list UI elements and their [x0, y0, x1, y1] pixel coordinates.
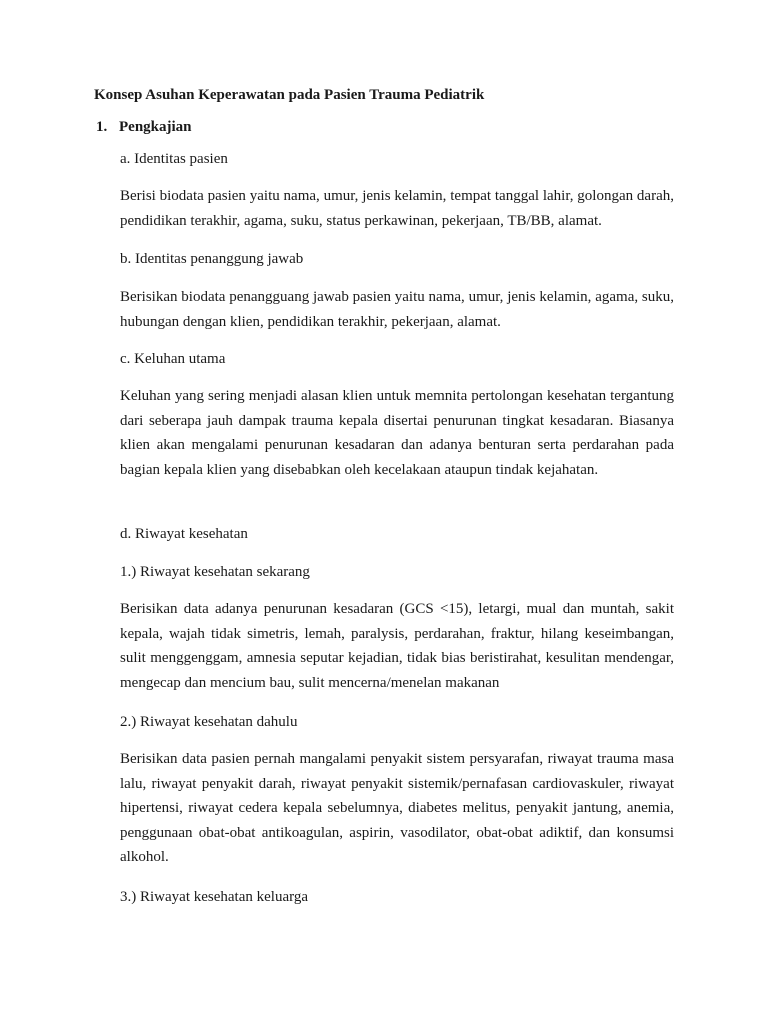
subheading-identitas-pasien: a. Identitas pasien	[120, 151, 228, 167]
document-title: Konsep Asuhan Keperawatan pada Pasien Trauma Pediatrik	[94, 87, 485, 103]
section-heading-pengkajian	[96, 119, 192, 136]
paragraph-keluhan-utama: Keluhan yang sering menjadi alasan klien untuk memnita pertolongan kesehatan tergantung dari seberapa jauh dampak trauma kepala disertai penurunan tingkat kesadaran. Biasanya klien akan mengalami penurunan kesadaran dan adanya benturan serta perdarahan pada bagian kepala klien yang disebabkan oleh kecelakaan ataupun tindak kejahatan.	[120, 388, 674, 478]
subheading-identitas-penanggung-jawab: b. Identitas penanggung jawab	[120, 251, 304, 267]
paragraph-riwayat-kesehatan-dahulu: Berisikan data pasien pernah mangalami penyakit sistem persyarafan, riwayat trauma masa lalu, riwayat penyakit darah, riwayat penyakit sistemik/pernafasan cardiovaskuler, riwayat hipertensi, riwayat cedera kepala sebelumnya, diabetes melitus, penyakit jantung, anemia, penggunaan obat-obat antikoagulan, aspirin, vasodilator, obat-obat adiktif, dan konsumsi alkohol.	[120, 751, 674, 865]
paragraph-identitas-penanggung-jawab: Berisikan biodata penangguang jawab pasien yaitu nama, umur, jenis kelamin, agama, suku, hubungan dengan klien, pendidikan terakhir, pekerjaan, alamat.	[120, 289, 674, 330]
paragraph-identitas-pasien: Berisi biodata pasien yaitu nama, umur, jenis kelamin, tempat tanggal lahir, golongan darah, pendidikan terakhir, agama, suku, status perkawinan, pekerjaan, TB/BB, alamat.	[120, 188, 674, 229]
paragraph-riwayat-kesehatan-sekarang: Berisikan data adanya penurunan kesadaran (GCS <15), letargi, mual dan muntah, sakit kepala, wajah tidak simetris, lemah, paralysis, perdarahan, fraktur, hilang keseimbangan, sulit menggenggam, amnesia seputar kejadian, tidak bias beristirahat, kesulitan mendengar, mengecap dan mencium bau, sulit mencerna/menelan makanan	[120, 601, 674, 691]
subheading-keluhan-utama: c. Keluhan utama	[120, 351, 226, 367]
subheading-riwayat-kesehatan-dahulu: 2.) Riwayat kesehatan dahulu	[120, 714, 298, 730]
section-title: Pengkajian	[119, 119, 192, 135]
subheading-riwayat-kesehatan: d. Riwayat kesehatan	[120, 526, 248, 542]
subheading-riwayat-kesehatan-keluarga: 3.) Riwayat kesehatan keluarga	[120, 889, 308, 905]
subheading-riwayat-kesehatan-sekarang: 1.) Riwayat kesehatan sekarang	[120, 564, 310, 580]
section-number: 1.	[96, 119, 108, 135]
